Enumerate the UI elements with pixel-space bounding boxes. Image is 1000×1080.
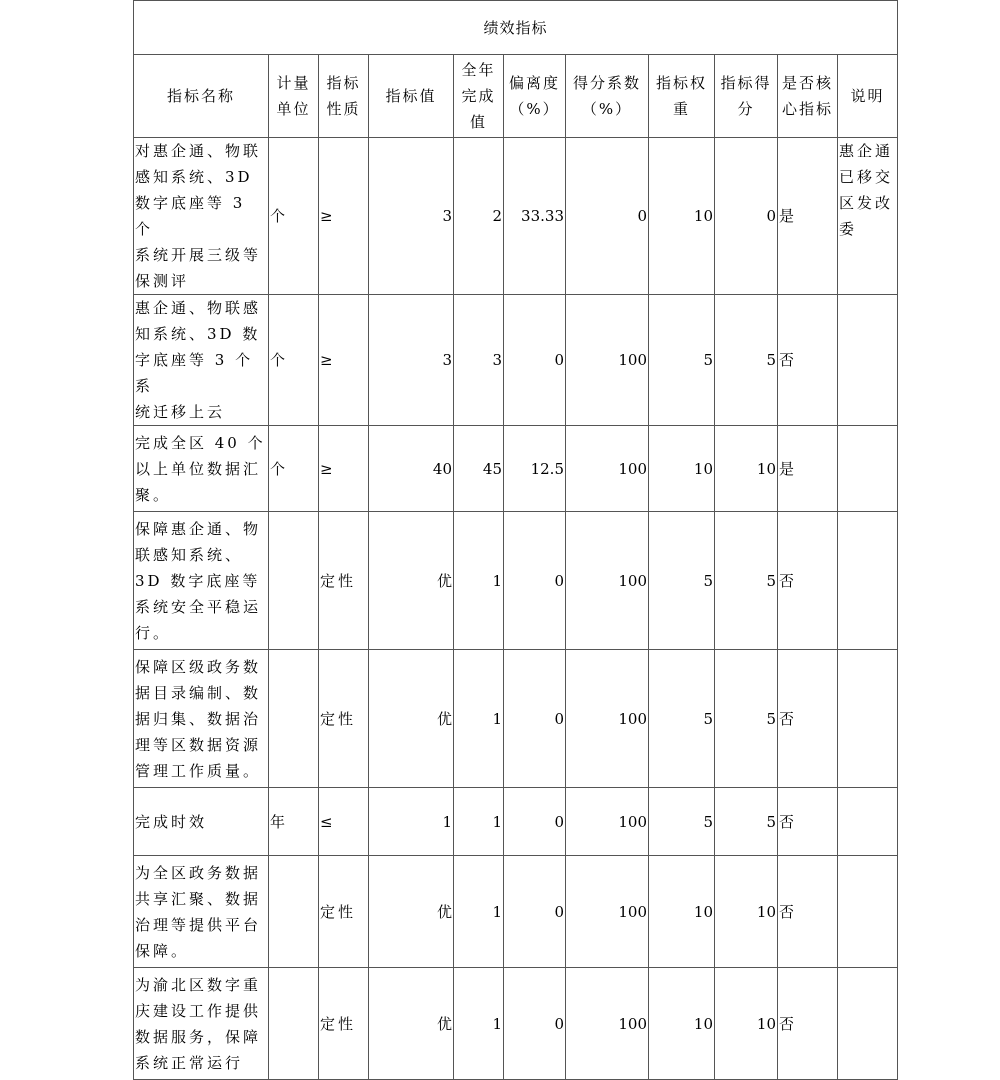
cell-score: 10: [715, 426, 778, 512]
cell-target: 40: [369, 426, 454, 512]
cell-score: 5: [715, 295, 778, 426]
cell-deviation: 0: [504, 968, 566, 1080]
cell-nature: 定性: [319, 968, 369, 1080]
cell-actual: 3: [454, 295, 504, 426]
header-target: 指标值: [369, 55, 454, 138]
table-row: [134, 650, 898, 788]
cell-core: 否: [778, 856, 838, 968]
cell-note: [838, 512, 898, 650]
cell-nature: ≥: [319, 138, 369, 295]
cell-note: [838, 295, 898, 426]
table-row: [134, 512, 898, 650]
cell-deviation: 12.5: [504, 426, 566, 512]
cell-deviation: 33.33: [504, 138, 566, 295]
cell-unit: [269, 512, 319, 650]
cell-core: 否: [778, 788, 838, 856]
cell-coef: 100: [566, 426, 649, 512]
cell-name: 对惠企通、物联 感知系统、3D 数字底座等 3 个 系统开展三级等 保测评: [134, 138, 269, 295]
header-weight: 指标权 重: [649, 55, 715, 138]
cell-nature: ≤: [319, 788, 369, 856]
cell-name: 完成全区 40 个 以上单位数据汇 聚。: [134, 426, 269, 512]
cell-note: [838, 968, 898, 1080]
cell-note: 惠企通 已移交 区发改 委: [838, 138, 898, 295]
header-note: 说明: [838, 55, 898, 138]
cell-note: [838, 426, 898, 512]
cell-unit: 个: [269, 426, 319, 512]
cell-name: 保障区级政务数 据目录编制、数 据归集、数据治 理等区数据资源 管理工作质量。: [134, 650, 269, 788]
cell-actual: 1: [454, 512, 504, 650]
header-name: 指标名称: [134, 55, 269, 138]
cell-unit: [269, 968, 319, 1080]
cell-nature: ≥: [319, 426, 369, 512]
cell-score: 10: [715, 968, 778, 1080]
table-row: [134, 856, 898, 968]
cell-unit: 年: [269, 788, 319, 856]
cell-note: [838, 856, 898, 968]
cell-target: 3: [369, 295, 454, 426]
cell-coef: 100: [566, 788, 649, 856]
cell-unit: [269, 856, 319, 968]
header-deviation: 偏离度 （%）: [504, 55, 566, 138]
cell-core: 是: [778, 138, 838, 295]
cell-weight: 10: [649, 138, 715, 295]
cell-deviation: 0: [504, 856, 566, 968]
header-nature: 指标 性质: [319, 55, 369, 138]
cell-nature: 定性: [319, 650, 369, 788]
cell-target: 优: [369, 968, 454, 1080]
cell-target: 优: [369, 650, 454, 788]
table-title: 绩效指标: [134, 1, 898, 55]
cell-name: 为渝北区数字重 庆建设工作提供 数据服务，保障 系统正常运行: [134, 968, 269, 1080]
cell-name: 完成时效: [134, 788, 269, 856]
cell-actual: 2: [454, 138, 504, 295]
cell-core: 否: [778, 512, 838, 650]
cell-core: 是: [778, 426, 838, 512]
cell-score: 10: [715, 856, 778, 968]
cell-target: 优: [369, 856, 454, 968]
header-score: 指标得 分: [715, 55, 778, 138]
header-actual: 全年 完成 值: [454, 55, 504, 138]
table-row: [134, 968, 898, 1080]
cell-weight: 10: [649, 426, 715, 512]
cell-coef: 100: [566, 856, 649, 968]
cell-weight: 5: [649, 650, 715, 788]
table-row: [134, 295, 898, 426]
cell-actual: 45: [454, 426, 504, 512]
cell-deviation: 0: [504, 295, 566, 426]
cell-actual: 1: [454, 650, 504, 788]
cell-core: 否: [778, 295, 838, 426]
cell-coef: 0: [566, 138, 649, 295]
cell-note: [838, 650, 898, 788]
cell-score: 5: [715, 788, 778, 856]
cell-actual: 1: [454, 856, 504, 968]
header-unit: 计量 单位: [269, 55, 319, 138]
cell-weight: 5: [649, 788, 715, 856]
cell-note: [838, 788, 898, 856]
cell-target: 优: [369, 512, 454, 650]
cell-weight: 5: [649, 512, 715, 650]
cell-weight: 10: [649, 856, 715, 968]
cell-core: 否: [778, 968, 838, 1080]
cell-name: 惠企通、物联感 知系统、3D 数 字底座等 3 个系 统迁移上云: [134, 295, 269, 426]
header-coefficient: 得分系数 （%）: [566, 55, 649, 138]
cell-nature: 定性: [319, 512, 369, 650]
cell-coef: 100: [566, 295, 649, 426]
cell-unit: 个: [269, 295, 319, 426]
cell-coef: 100: [566, 512, 649, 650]
cell-target: 3: [369, 138, 454, 295]
table-row: [134, 788, 898, 856]
table-row: [134, 426, 898, 512]
cell-score: 5: [715, 650, 778, 788]
cell-coef: 100: [566, 650, 649, 788]
cell-weight: 10: [649, 968, 715, 1080]
cell-deviation: 0: [504, 512, 566, 650]
cell-target: 1: [369, 788, 454, 856]
header-core: 是否核 心指标: [778, 55, 838, 138]
cell-name: 保障惠企通、物 联感知系统、 3D 数字底座等 系统安全平稳运 行。: [134, 512, 269, 650]
cell-actual: 1: [454, 788, 504, 856]
cell-nature: ≥: [319, 295, 369, 426]
cell-nature: 定性: [319, 856, 369, 968]
cell-deviation: 0: [504, 650, 566, 788]
cell-weight: 5: [649, 295, 715, 426]
cell-score: 0: [715, 138, 778, 295]
cell-actual: 1: [454, 968, 504, 1080]
cell-unit: 个: [269, 138, 319, 295]
performance-indicator-table: [133, 0, 898, 1080]
table-row: [134, 138, 898, 295]
cell-name: 为全区政务数据 共享汇聚、数据 治理等提供平台 保障。: [134, 856, 269, 968]
cell-coef: 100: [566, 968, 649, 1080]
cell-unit: [269, 650, 319, 788]
cell-core: 否: [778, 650, 838, 788]
cell-score: 5: [715, 512, 778, 650]
cell-deviation: 0: [504, 788, 566, 856]
